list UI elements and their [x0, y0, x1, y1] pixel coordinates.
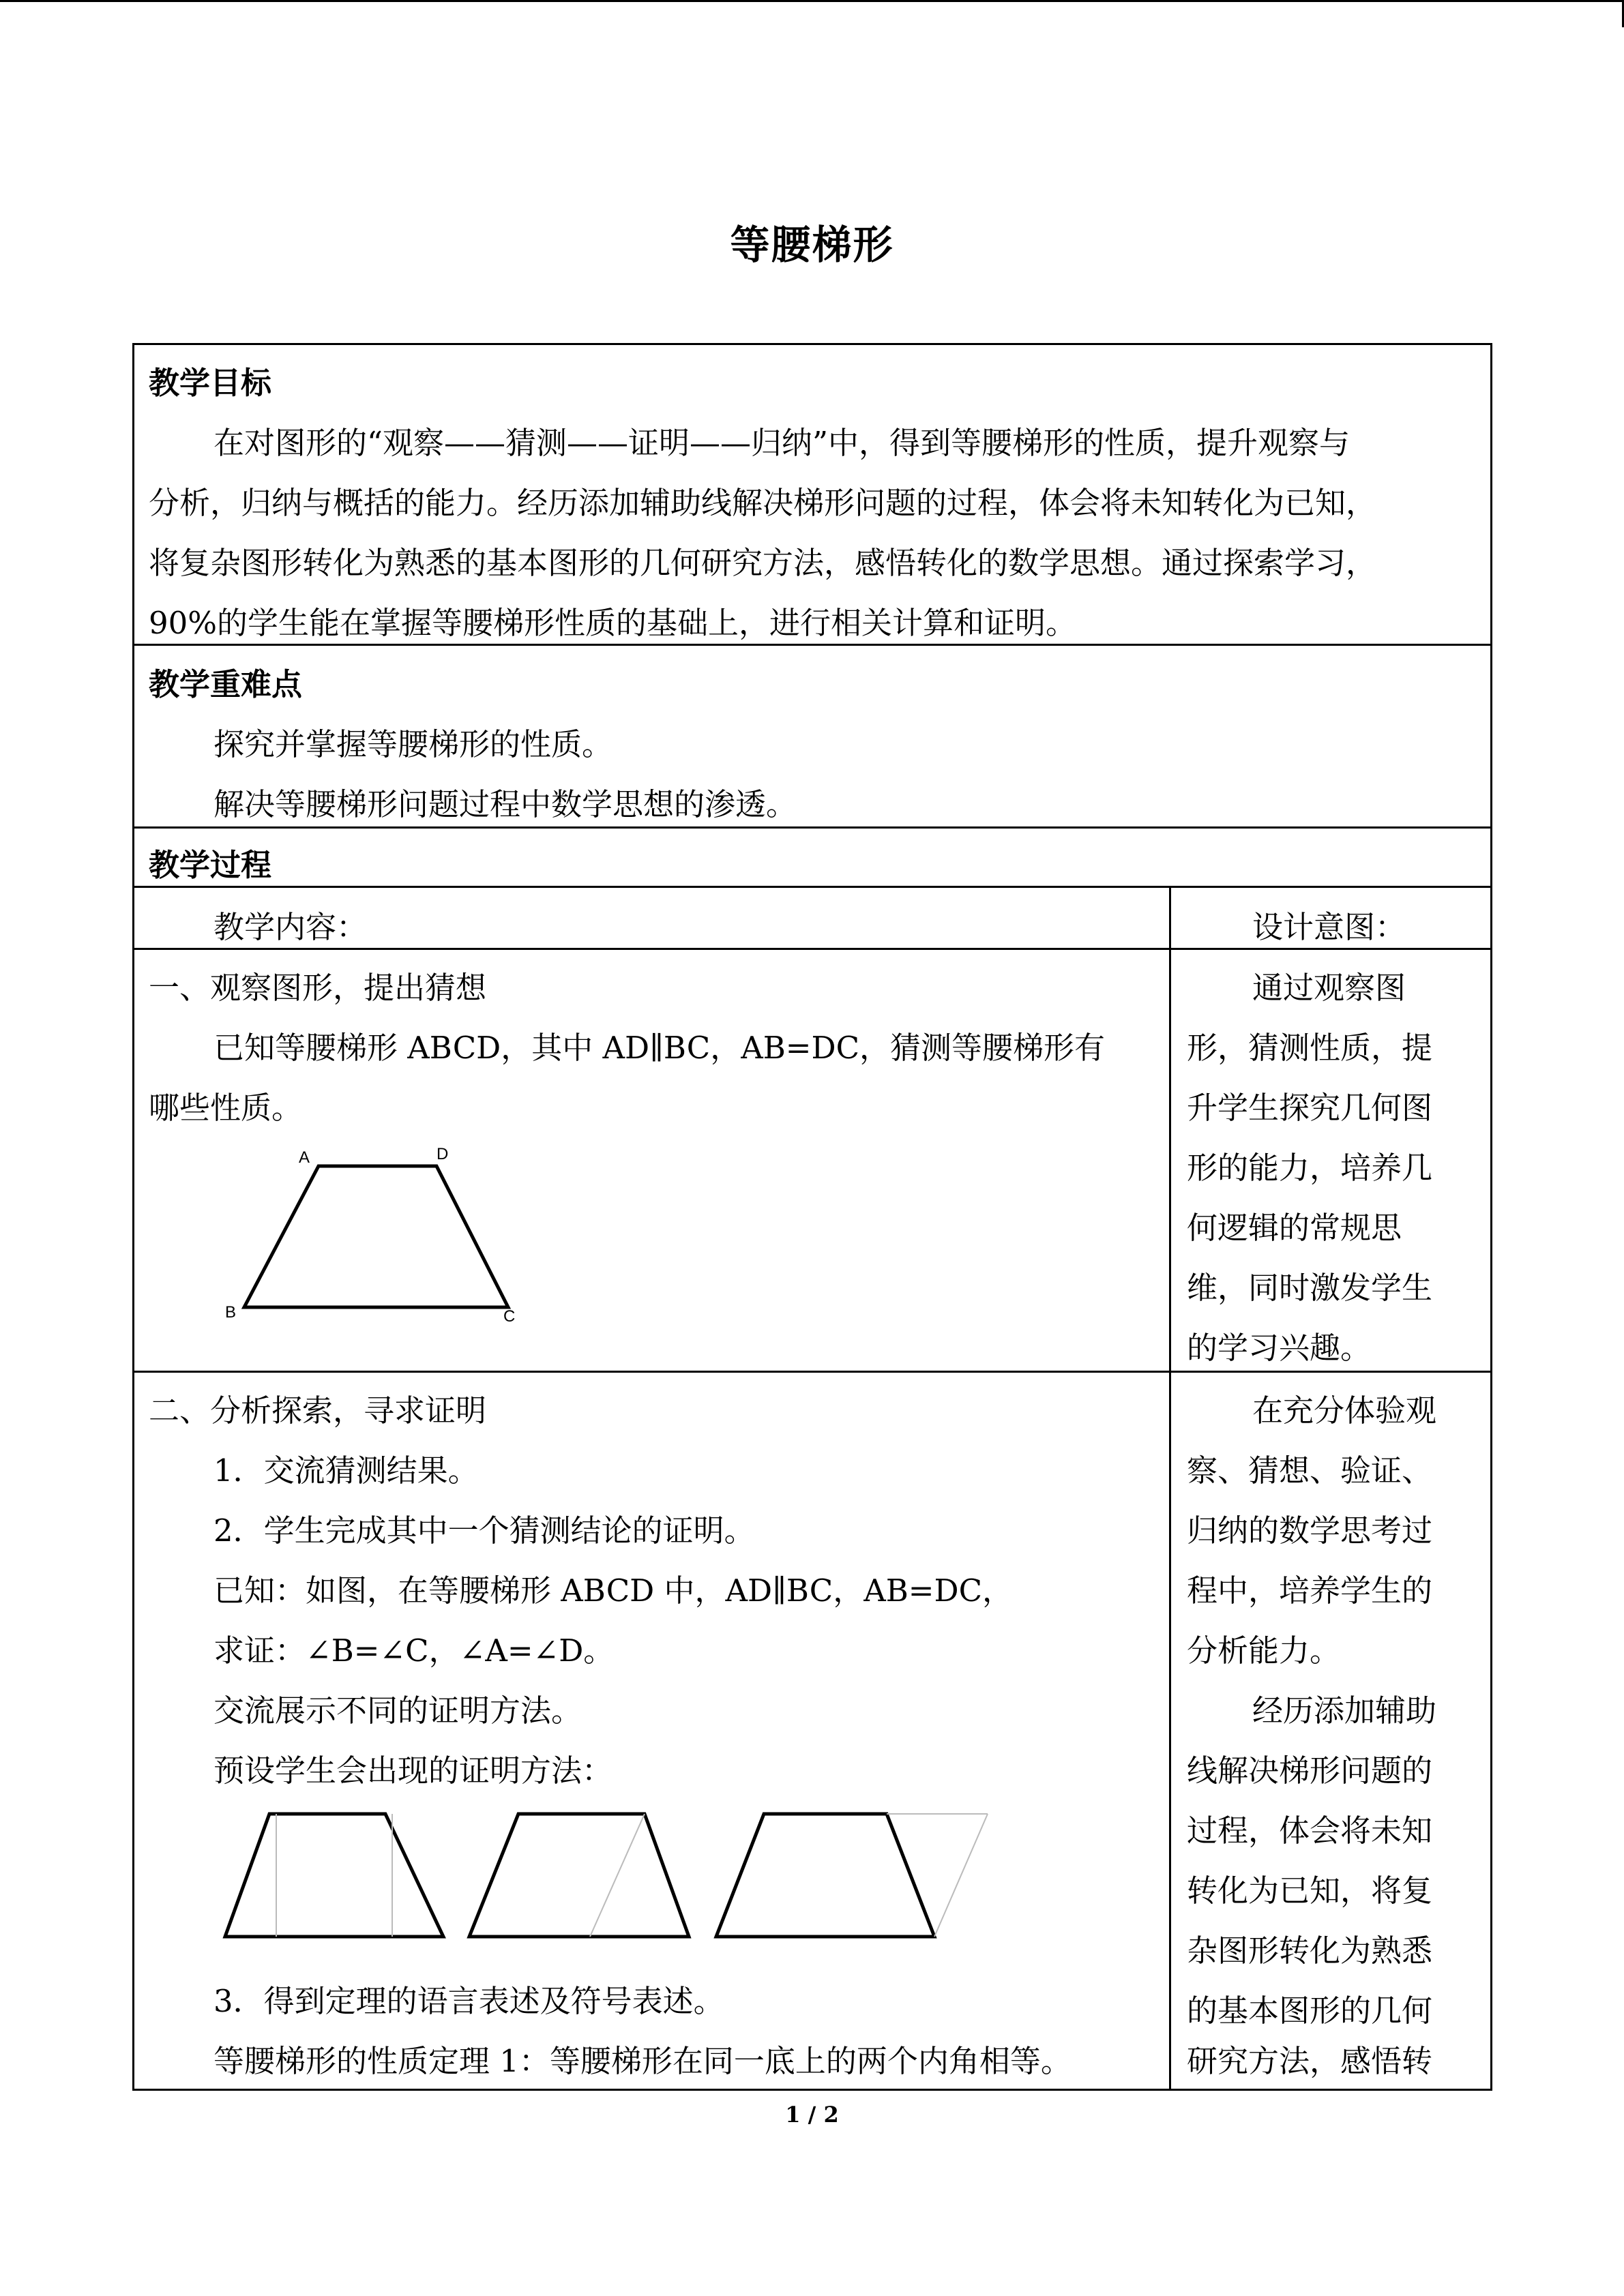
keypoints-heading: 教学重难点: [149, 666, 303, 702]
objectives-line: 分析，归纳与概括的能力。经历添加辅助线解决梯形问题的过程，体会将未知转化为已知，: [149, 485, 1377, 521]
section2-intent-line: 分析能力。: [1187, 1632, 1341, 1669]
section1-intent-line: 形的能力，培养几: [1187, 1150, 1433, 1186]
top-border: [0, 0, 1624, 2]
proof-figure-2: [469, 1814, 689, 1937]
section2-line: 交流展示不同的证明方法。: [213, 1693, 582, 1729]
section2-line: 2．学生完成其中一个猜测结论的证明。: [213, 1512, 755, 1549]
section1-intent-line: 的学习兴趣。: [1187, 1330, 1372, 1366]
section2-intent-line: 转化为已知，将复: [1187, 1873, 1433, 1909]
section1-intent-line: 通过观察图: [1252, 970, 1406, 1006]
section1-line: 已知等腰梯形 ABCD，其中 AD∥BC，AB=DC，猜测等腰梯形有: [213, 1030, 1106, 1066]
section1-heading: 一、观察图形，提出猜想: [149, 970, 487, 1006]
vertex-label-b: B: [225, 1303, 237, 1322]
section2-intent-line: 察、猜想、验证、: [1187, 1452, 1433, 1489]
section2-intent-line: 在充分体验观: [1252, 1392, 1437, 1429]
section1-line: 哪些性质。: [149, 1090, 303, 1126]
section1-intent-line: 何逻辑的常规思: [1187, 1210, 1402, 1246]
proof-figure-1: [225, 1814, 443, 1937]
process-heading: 教学过程: [149, 847, 272, 883]
section2-intent-line: 经历添加辅助: [1252, 1693, 1437, 1729]
page-number: 1 / 2: [785, 2102, 839, 2128]
section2-intent-line: 的基本图形的几何: [1187, 1993, 1433, 2029]
section2-intent-line: 程中，培养学生的: [1187, 1572, 1433, 1609]
row-divider-process: [132, 886, 1492, 888]
objectives-line: 在对图形的“观察——猜测——证明——归纳”中，得到等腰梯形的性质，提升观察与: [213, 425, 1350, 461]
section2-line: 1．交流猜测结果。: [213, 1452, 479, 1489]
section2-line: 等腰梯形的性质定理 1：等腰梯形在同一底上的两个内角相等。: [213, 2043, 1072, 2079]
keypoints-line: 解决等腰梯形问题过程中数学思想的渗透。: [213, 786, 797, 822]
section2-line: 3．得到定理的语言表述及符号表述。: [213, 1983, 724, 2019]
section2-line: 已知：如图，在等腰梯形 ABCD 中，AD∥BC，AB=DC，: [213, 1572, 1014, 1609]
vertex-label-c: C: [503, 1307, 516, 1326]
vertex-label-d: D: [437, 1145, 449, 1163]
vertex-label-a: A: [299, 1148, 310, 1167]
section2-intent-line: 研究方法，感悟转: [1187, 2043, 1433, 2079]
section1-intent-line: 形，猜测性质，提: [1187, 1030, 1433, 1066]
section2-intent-line: 线解决梯形问题的: [1187, 1753, 1433, 1789]
objectives-heading: 教学目标: [149, 365, 272, 401]
objectives-line: 90%的学生能在掌握等腰梯形性质的基础上，进行相关计算和证明。: [149, 605, 1077, 641]
proof-methods-figures: [218, 1807, 996, 1943]
section2-heading: 二、分析探索，寻求证明: [149, 1392, 487, 1429]
trapezoid-abcd: [244, 1166, 508, 1307]
keypoints-line: 探究并掌握等腰梯形的性质。: [213, 726, 613, 762]
section1-intent-line: 维，同时激发学生: [1187, 1270, 1433, 1306]
column-header-content: 教学内容：: [213, 909, 368, 945]
section2-intent-line: 杂图形转化为熟悉: [1187, 1933, 1433, 1969]
section2-intent-line: 过程，体会将未知: [1187, 1813, 1433, 1849]
objectives-line: 将复杂图形转化为熟悉的基本图形的几何研究方法，感悟转化的数学思想。通过探索学习，: [149, 545, 1377, 581]
page-title: 等腰梯形: [730, 222, 894, 268]
section2-intent-line: 归纳的数学思考过: [1187, 1512, 1433, 1549]
column-header-intent: 设计意图：: [1252, 909, 1406, 945]
section2-line: 预设学生会出现的证明方法：: [213, 1753, 613, 1789]
section2-line: 求证：∠B=∠C，∠A=∠D。: [213, 1632, 615, 1669]
section1-intent-line: 升学生探究几何图: [1187, 1090, 1433, 1126]
trapezoid-figure: [218, 1146, 525, 1337]
proof-figure-3: [716, 1814, 988, 1937]
column-divider: [1169, 886, 1171, 2091]
